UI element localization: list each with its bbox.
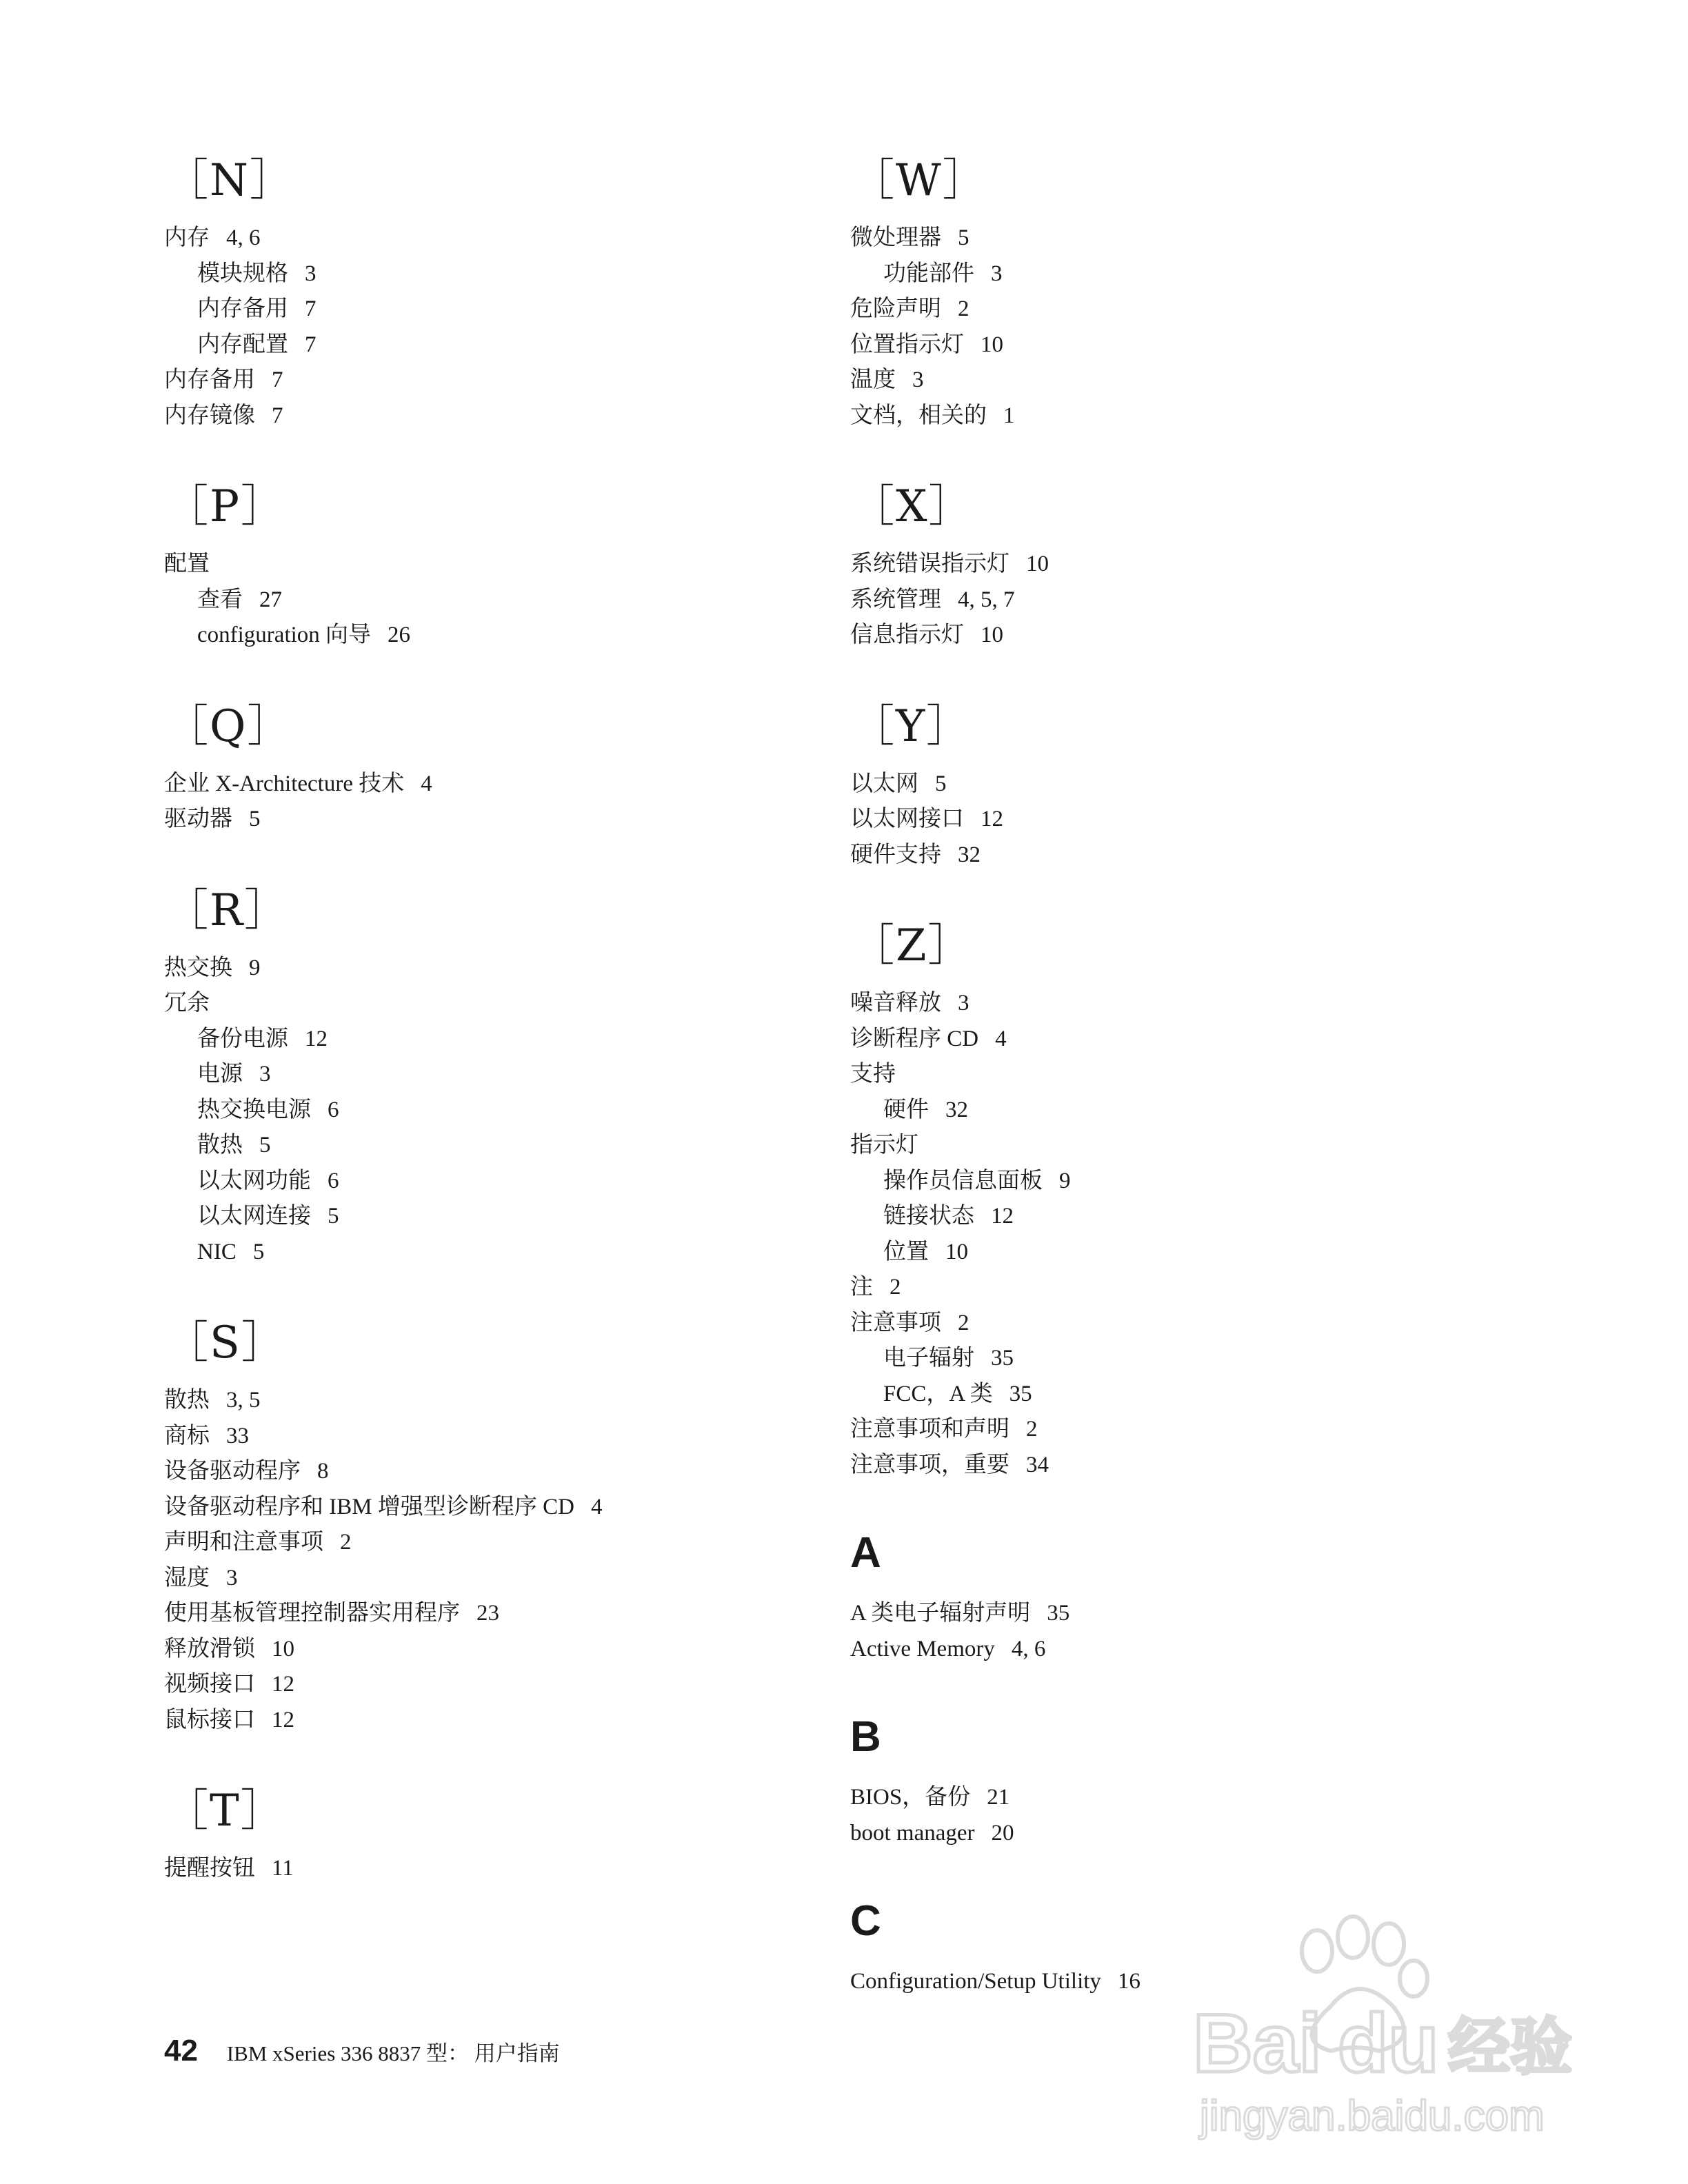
entry-term: 内存备用 [197, 296, 288, 321]
index-entry [850, 838, 1540, 873]
book-title: IBM xSeries 336 8837 型： 用户指南 [226, 2041, 560, 2065]
entry-page-ref: 5 [259, 1133, 271, 1157]
entry-term: FCC，A 类 [883, 1381, 993, 1406]
page-number: 42 [164, 2034, 198, 2067]
index-subentry [164, 618, 854, 654]
entry-term: 电源 [197, 1062, 243, 1086]
index-entry [850, 1780, 1540, 1816]
entry-term: 设备驱动程序 [164, 1459, 301, 1484]
index-entry [164, 986, 854, 1022]
heading-bracket-close: ］ [926, 700, 972, 752]
entry-term: 微处理器 [850, 225, 941, 250]
index-entry [164, 363, 854, 398]
index-entry [850, 221, 1540, 256]
entry-term: 冗余 [164, 991, 210, 1015]
entry-term: 操作员信息面板 [883, 1168, 1043, 1193]
index-subentry [164, 327, 854, 363]
index-entry [164, 1632, 854, 1668]
heading-bracket-open: ［ [850, 155, 896, 206]
svg-text:经验: 经验 [1448, 2011, 1572, 2083]
heading-letter: S [210, 1317, 241, 1368]
entry-term: 以太网连接 [197, 1204, 311, 1228]
svg-text:du: du [1338, 1997, 1439, 2090]
index-subentry [164, 583, 854, 618]
entry-page-ref: 7 [272, 403, 283, 428]
index-subentry [164, 1022, 854, 1058]
index-subentry [164, 1235, 854, 1271]
index-subentry [850, 1235, 1540, 1271]
entry-term: BIOS，备份 [850, 1785, 971, 1810]
index-entry [164, 1383, 854, 1419]
index-entry [850, 1022, 1540, 1058]
entry-term: 危险声明 [850, 296, 941, 321]
index-section-r [164, 880, 854, 1271]
entry-page-ref: 20 [991, 1820, 1014, 1846]
index-section-b [850, 1710, 1540, 1851]
entry-page-ref: 8 [317, 1459, 329, 1484]
entry-term: 驱动器 [164, 807, 232, 831]
entry-page-ref: 35 [1009, 1381, 1032, 1406]
entry-term: 硬件 [883, 1097, 929, 1122]
entry-page-ref: 27 [259, 587, 282, 612]
section-heading: C [850, 1897, 881, 1945]
entry-page-ref: 32 [958, 842, 981, 867]
index-subentry [850, 256, 1540, 292]
index-section-s [164, 1313, 854, 1738]
entry-page-ref: 35 [991, 1346, 1014, 1371]
entry-term: 提醒按钮 [164, 1856, 255, 1881]
index-subentry [164, 292, 854, 327]
heading-bracket-close: ］ [244, 884, 290, 936]
index-entry [850, 292, 1540, 327]
entry-term: Active Memory [850, 1636, 995, 1661]
heading-bracket-close: ］ [247, 700, 293, 752]
section-heading [164, 696, 854, 757]
heading-letter: N [210, 155, 250, 206]
entry-page-ref: 5 [958, 225, 969, 250]
entry-term: 噪音释放 [850, 991, 941, 1015]
index-entry [850, 1128, 1540, 1164]
entry-page-ref: 34 [1026, 1452, 1049, 1477]
entry-page-ref: 5 [249, 807, 261, 831]
entry-term: 诊断程序 CD [850, 1026, 979, 1051]
entry-term: 功能部件 [883, 261, 974, 286]
entry-page-ref: 4 [590, 1494, 603, 1519]
entry-page-ref: 10 [981, 332, 1003, 357]
svg-text:jingyan.baidu.com: jingyan.baidu.com [1200, 2092, 1545, 2140]
index-entry [164, 547, 854, 583]
heading-bracket-open: ［ [164, 884, 210, 936]
section-heading [164, 1781, 854, 1841]
index-subentry [164, 1199, 854, 1235]
heading-bracket-close: ］ [241, 1317, 287, 1368]
index-entry [164, 1454, 854, 1490]
entry-term: 散热 [197, 1133, 243, 1157]
index-subentry [850, 1093, 1540, 1129]
section-heading [850, 476, 1540, 537]
entry-page-ref: 10 [981, 623, 1003, 647]
entry-term: 以太网接口 [850, 807, 964, 831]
index-entry [164, 1561, 854, 1597]
entry-term: 注 [850, 1275, 873, 1300]
index-entry [850, 1596, 1540, 1632]
entry-page-ref: 6 [328, 1097, 339, 1122]
entry-term: Configuration/Setup Utility [850, 1969, 1101, 1994]
entry-page-ref: 3, 5 [226, 1388, 261, 1413]
entry-term: 内存 [164, 225, 210, 250]
entry-page-ref: 33 [226, 1423, 249, 1448]
heading-letter: P [210, 481, 241, 532]
entry-term: 文档，相关的 [850, 403, 987, 428]
entry-page-ref: 5 [328, 1204, 339, 1228]
index-entry [850, 802, 1540, 838]
index-section-q [164, 696, 854, 838]
section-heading: B [850, 1713, 881, 1761]
index-entry [850, 1270, 1540, 1306]
section-heading [164, 1313, 854, 1373]
entry-page-ref: 3 [226, 1565, 238, 1590]
heading-bracket-close: ］ [927, 920, 974, 971]
section-heading [850, 696, 1540, 757]
entry-page-ref: 12 [991, 1204, 1014, 1228]
heading-letter: R [210, 884, 245, 936]
index-entry [164, 221, 854, 256]
section-heading [850, 150, 1540, 211]
entry-page-ref: 3 [991, 261, 1003, 286]
entry-term: NIC [197, 1239, 237, 1264]
index-entry [850, 363, 1540, 398]
entry-term: 以太网功能 [197, 1168, 311, 1193]
heading-bracket-close: ］ [250, 155, 295, 206]
entry-page-ref: 12 [272, 1707, 294, 1732]
entry-term: 查看 [197, 587, 243, 612]
index-subentry [850, 1377, 1540, 1413]
entry-term: 设备驱动程序和 IBM 增强型诊断程序 CD [164, 1494, 574, 1519]
index-entry [850, 1306, 1540, 1342]
entry-term: 备份电源 [197, 1026, 288, 1051]
entry-page-ref: 3 [259, 1062, 271, 1086]
heading-bracket-open: ［ [850, 481, 896, 532]
section-heading [164, 150, 854, 211]
index-entry [850, 327, 1540, 363]
index-entry [850, 767, 1540, 802]
heading-bracket-close: ］ [928, 481, 974, 532]
index-section-p [164, 476, 854, 654]
svg-text:Bai: Bai [1193, 1997, 1322, 2090]
entry-term: 企业 X-Architecture 技术 [164, 771, 405, 796]
heading-letter: Q [210, 700, 248, 752]
entry-page-ref: 2 [340, 1530, 352, 1555]
section-heading [850, 916, 1540, 976]
heading-bracket-open: ［ [164, 700, 210, 752]
heading-letter: Z [896, 920, 928, 971]
index-entry [164, 1490, 854, 1526]
entry-term: 热交换电源 [197, 1097, 311, 1122]
entry-term: 商标 [164, 1423, 210, 1448]
index-entry [164, 1525, 854, 1561]
entry-page-ref: 4 [421, 771, 432, 796]
entry-term: 系统错误指示灯 [850, 552, 1009, 576]
index-entry [850, 986, 1540, 1022]
heading-bracket-close: ］ [942, 155, 988, 206]
index-entry [850, 1448, 1540, 1484]
entry-term: 视频接口 [164, 1672, 255, 1697]
heading-letter: Y [896, 700, 927, 752]
entry-term: 散热 [164, 1388, 210, 1413]
entry-term: 链接状态 [883, 1204, 974, 1228]
entry-term: 注意事项，重要 [850, 1452, 1009, 1477]
entry-term: 释放滑锁 [164, 1636, 255, 1661]
entry-page-ref: 16 [1117, 1969, 1141, 1994]
entry-term: 使用基板管理控制器实用程序 [164, 1601, 460, 1626]
entry-term: 内存备用 [164, 367, 255, 392]
index-entry [164, 802, 854, 838]
entry-page-ref: 11 [272, 1856, 294, 1881]
heading-letter: W [896, 155, 943, 206]
entry-page-ref: 3 [912, 367, 924, 392]
entry-term: 注意事项 [850, 1310, 941, 1335]
index-section-z [850, 916, 1540, 1483]
entry-page-ref: 7 [305, 332, 316, 357]
entry-term: A 类电子辐射声明 [850, 1601, 1031, 1626]
entry-page-ref: 4, 5, 7 [958, 587, 1015, 612]
entry-term: 电子辐射 [883, 1346, 974, 1371]
index-entry [164, 951, 854, 987]
entry-page-ref: 10 [945, 1239, 968, 1264]
entry-term: 指示灯 [850, 1133, 918, 1157]
entry-page-ref: 7 [272, 367, 283, 392]
entry-term: 配置 [164, 552, 210, 576]
index-entry [850, 1412, 1540, 1448]
entry-page-ref: 10 [272, 1636, 294, 1661]
index-column-left [164, 150, 854, 1930]
index-section-y [850, 696, 1540, 873]
entry-page-ref: 2 [958, 296, 969, 321]
entry-page-ref: 6 [328, 1168, 339, 1193]
entry-term: 热交换 [164, 955, 232, 980]
heading-bracket-open: ［ [164, 1786, 210, 1837]
entry-page-ref: 23 [476, 1601, 499, 1626]
index-entry [850, 547, 1540, 583]
section-heading: A [850, 1529, 881, 1577]
section-heading [164, 880, 854, 941]
entry-page-ref: 3 [958, 991, 969, 1015]
entry-page-ref: 4 [995, 1026, 1007, 1051]
entry-term: 系统管理 [850, 587, 941, 612]
entry-page-ref: 4, 6 [226, 225, 261, 250]
entry-page-ref: 12 [981, 807, 1003, 831]
heading-bracket-open: ［ [850, 920, 896, 971]
entry-term: 温度 [850, 367, 896, 392]
entry-page-ref: 1 [1003, 403, 1015, 428]
entry-term: 声明和注意事项 [164, 1530, 323, 1555]
entry-term: 位置指示灯 [850, 332, 964, 357]
heading-bracket-open: ［ [164, 1317, 210, 1368]
entry-page-ref: 4, 6 [1011, 1636, 1046, 1661]
entry-page-ref: 26 [388, 623, 411, 647]
index-section-t [164, 1781, 854, 1887]
heading-bracket-close: ］ [240, 1786, 286, 1837]
index-entry [164, 1596, 854, 1632]
index-entry [164, 1667, 854, 1703]
index-entry [850, 1057, 1540, 1093]
entry-page-ref: 9 [1059, 1168, 1071, 1193]
entry-term: configuration 向导 [197, 623, 372, 647]
heading-bracket-open: ［ [164, 155, 210, 206]
entry-page-ref: 21 [987, 1785, 1010, 1810]
index-subentry [850, 1164, 1540, 1200]
index-entry [850, 1816, 1540, 1852]
entry-page-ref: 12 [272, 1672, 294, 1697]
index-subentry [850, 1341, 1540, 1377]
index-entry [850, 398, 1540, 434]
index-section-a [850, 1526, 1540, 1667]
entry-term: 硬件支持 [850, 842, 941, 867]
entry-page-ref: 32 [945, 1097, 968, 1122]
entry-page-ref: 2 [890, 1275, 901, 1300]
index-subentry [164, 1057, 854, 1093]
entry-term: 注意事项和声明 [850, 1417, 1009, 1442]
index-entry [164, 1703, 854, 1739]
entry-term: 模块规格 [197, 261, 288, 286]
index-entry [164, 1419, 854, 1455]
index-entry [164, 1851, 854, 1887]
entry-term: 位置 [883, 1239, 929, 1264]
index-subentry [164, 1164, 854, 1200]
index-entry [850, 618, 1540, 654]
index-entry [164, 767, 854, 802]
page-footer [164, 2034, 560, 2071]
entry-term: 内存镜像 [164, 403, 255, 428]
entry-term: 鼠标接口 [164, 1707, 255, 1732]
entry-term: 以太网 [850, 771, 918, 796]
heading-bracket-close: ］ [241, 481, 287, 532]
entry-page-ref: 35 [1047, 1601, 1070, 1626]
entry-page-ref: 7 [305, 296, 316, 321]
index-subentry [850, 1199, 1540, 1235]
index-section-n [164, 150, 854, 434]
entry-page-ref: 9 [249, 955, 261, 980]
entry-page-ref: 5 [935, 771, 947, 796]
entry-page-ref: 5 [252, 1239, 265, 1264]
heading-bracket-open: ［ [164, 481, 210, 532]
entry-term: 支持 [850, 1062, 896, 1086]
entry-page-ref: 2 [958, 1310, 969, 1335]
heading-letter: T [210, 1786, 241, 1837]
index-entry [850, 583, 1540, 618]
index-subentry [164, 256, 854, 292]
index-section-w [850, 150, 1540, 434]
heading-letter: X [896, 481, 929, 532]
index-entry [850, 1632, 1540, 1668]
index-subentry [164, 1128, 854, 1164]
entry-page-ref: 12 [305, 1026, 328, 1051]
index-section-x [850, 476, 1540, 654]
entry-term: 湿度 [164, 1565, 210, 1590]
entry-term: boot manager [850, 1820, 975, 1846]
entry-term: 信息指示灯 [850, 623, 964, 647]
entry-term: 内存配置 [197, 332, 288, 357]
entry-page-ref: 2 [1026, 1417, 1038, 1442]
entry-page-ref: 3 [305, 261, 316, 286]
index-column-right [850, 150, 1540, 2043]
section-heading [164, 476, 854, 537]
entry-page-ref: 10 [1026, 552, 1049, 576]
index-entry [164, 398, 854, 434]
heading-bracket-open: ［ [850, 700, 896, 752]
index-subentry [164, 1093, 854, 1129]
baidu-jingyan-watermark-logo [1172, 1903, 1586, 2151]
